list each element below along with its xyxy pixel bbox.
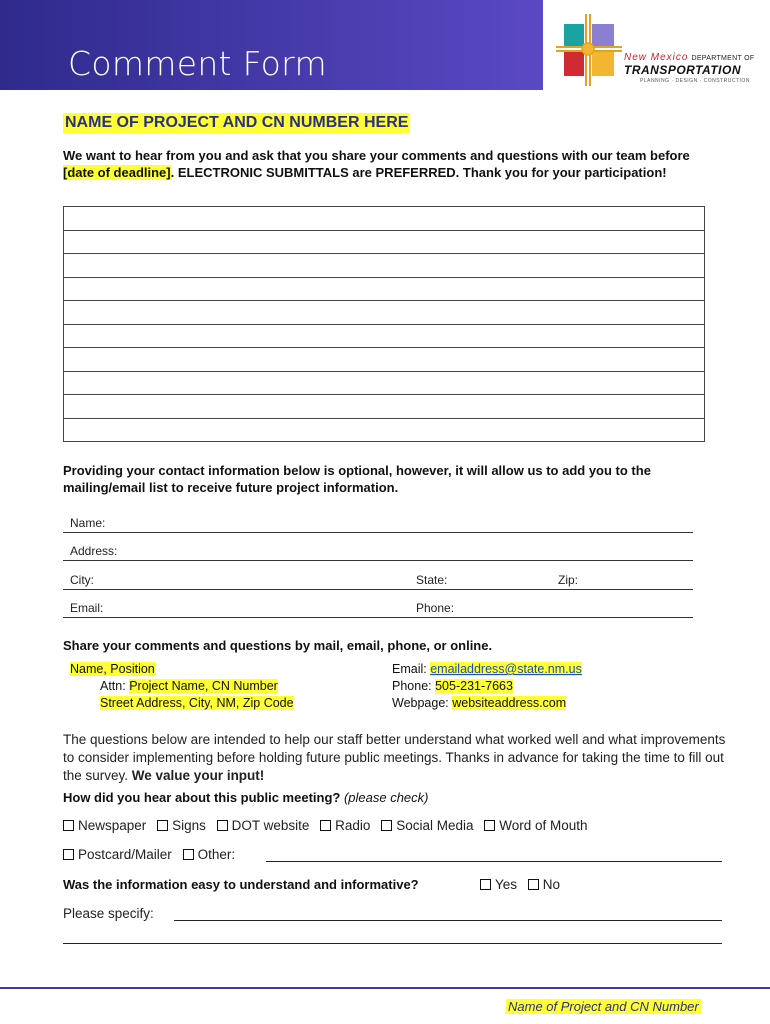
option-word-of-mouth[interactable]: Word of Mouth xyxy=(484,818,587,833)
option-social-media[interactable]: Social Media xyxy=(381,818,473,833)
option-yes[interactable]: Yes xyxy=(480,877,517,892)
checkbox-icon xyxy=(63,849,74,860)
logo-tagline: PLANNING · DESIGN · CONSTRUCTION xyxy=(640,78,750,84)
contact-intro: Providing your contact information below is optional, however, it will allow us to add you to the mailing/email list to receive future project information. xyxy=(63,463,651,495)
comment-line xyxy=(64,371,704,372)
email-phone-field[interactable] xyxy=(63,617,693,618)
contact-methods-block: Email: emailaddress@state.nm.us Phone: 505-231-7663 Webpage: websiteaddress.com xyxy=(392,662,582,710)
footer-project-name: Name of Project and CN Number xyxy=(508,999,699,1014)
project-heading: NAME OF PROJECT AND CN NUMBER HERE xyxy=(65,114,409,131)
question-1-options xyxy=(63,818,595,833)
comment-line xyxy=(64,347,704,348)
question-2: Was the information easy to understand and informative? xyxy=(63,877,419,892)
zia-sun-icon xyxy=(556,14,626,86)
checkbox-icon xyxy=(217,820,228,831)
state-label: State: xyxy=(416,573,448,587)
nmdot-logo xyxy=(556,14,756,86)
comment-line xyxy=(64,324,704,325)
option-newspaper[interactable]: Newspaper xyxy=(63,818,146,833)
specify-field-2[interactable] xyxy=(63,943,722,944)
option-dot-website[interactable]: DOT website xyxy=(217,818,310,833)
checkbox-icon xyxy=(381,820,392,831)
question-1: How did you hear about this public meeting? (please check) xyxy=(63,790,429,805)
deadline-placeholder: [date of deadline] xyxy=(63,165,171,180)
option-postcard-mailer[interactable]: Postcard/Mailer xyxy=(63,847,172,862)
questions-intro: The questions below are intended to help our staff better understand what worked well and what improvements to consider implementing before holding future public meetings. Thanks in advance for taking the time to fill out the survey. We value your input! xyxy=(63,732,726,783)
question-2-options xyxy=(480,877,567,892)
city-label: City: xyxy=(70,573,94,587)
comment-line xyxy=(64,230,704,231)
option-radio[interactable]: Radio xyxy=(320,818,370,833)
comment-box[interactable] xyxy=(63,206,705,442)
address-label: Address: xyxy=(70,544,118,558)
option-signs[interactable]: Signs xyxy=(157,818,206,833)
webpage-value[interactable]: websiteaddress.com xyxy=(452,696,567,710)
address-field[interactable] xyxy=(63,560,693,561)
comment-line xyxy=(64,418,704,419)
comment-line xyxy=(64,253,704,254)
specify-field[interactable] xyxy=(174,920,722,921)
phone-label: Phone: xyxy=(416,601,455,615)
comment-line xyxy=(64,394,704,395)
phone-value: 505-231-7663 xyxy=(435,679,513,693)
mail-address-block: Name, Position Attn: Project Name, CN Number Street Address, City, NM, Zip Code xyxy=(70,662,294,710)
attn-value: Project Name, CN Number xyxy=(129,679,278,693)
page-title: Comment Form xyxy=(68,44,327,83)
street-address: Street Address, City, NM, Zip Code xyxy=(100,696,294,710)
name-position: Name, Position xyxy=(70,662,155,676)
specify-label: Please specify: xyxy=(63,906,154,921)
checkbox-icon xyxy=(63,820,74,831)
logo-state-name: New Mexico DEPARTMENT OF xyxy=(624,52,755,63)
checkbox-icon xyxy=(183,849,194,860)
intro-text: We want to hear from you and ask that you share your comments and questions with our team before [date of deadline]. ELECTRONIC SUBMITTALS are PREFERRED. Thank you for your participation! xyxy=(63,148,690,180)
checkbox-icon xyxy=(157,820,168,831)
comment-line xyxy=(64,277,704,278)
checkbox-icon xyxy=(484,820,495,831)
checkbox-icon xyxy=(320,820,331,831)
question-1-options-row2 xyxy=(63,847,242,862)
share-heading: Share your comments and questions by mail, email, phone, or online. xyxy=(63,638,493,653)
footer-divider xyxy=(0,987,770,989)
email-label: Email: xyxy=(70,601,104,615)
city-state-zip-field[interactable] xyxy=(63,589,693,590)
name-label: Name: xyxy=(70,516,106,530)
other-field[interactable] xyxy=(266,861,722,862)
comment-line xyxy=(64,300,704,301)
option-other[interactable]: Other: xyxy=(183,847,236,862)
checkbox-icon xyxy=(528,879,539,890)
logo-transportation: TRANSPORTATION xyxy=(624,63,741,77)
email-link[interactable]: emailaddress@state.nm.us xyxy=(430,662,582,676)
option-no[interactable]: No xyxy=(528,877,560,892)
zip-label: Zip: xyxy=(558,573,579,587)
name-field[interactable] xyxy=(63,532,693,533)
checkbox-icon xyxy=(480,879,491,890)
